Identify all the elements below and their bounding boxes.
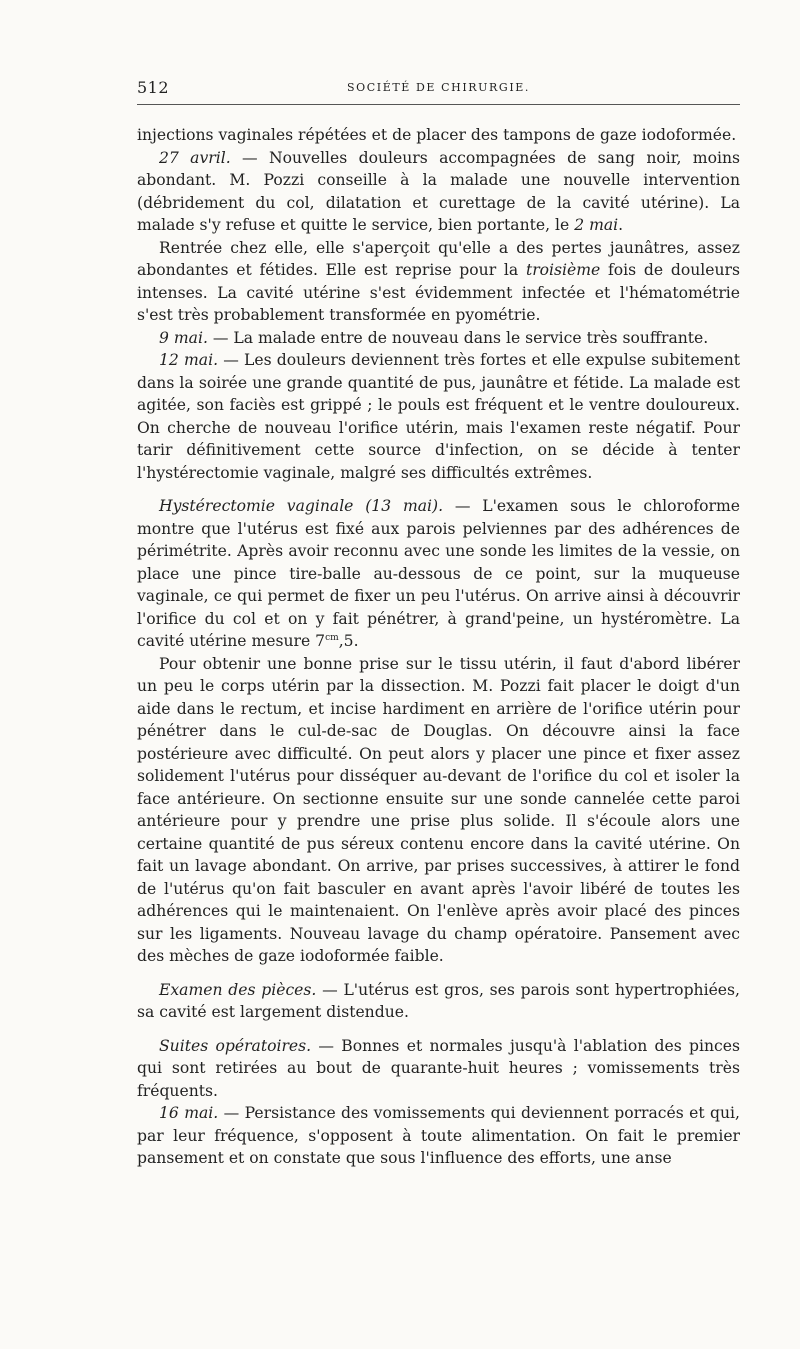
document-page [137, 0, 740, 1349]
unit-superscript: cm [325, 633, 339, 643]
section-lead: Examen des pièces. [159, 980, 317, 999]
body-text [137, 124, 740, 1170]
paragraph-examen-pieces: Examen des pièces. — L'utérus est gros, ses parois sont hypertrophiées, sa cavité est largement distendue. [137, 980, 740, 1021]
page-number: 512 [137, 78, 170, 97]
date-lead: 27 avril. [159, 148, 231, 167]
paragraph-suites-operatoires: Suites opératoires. — Bonnes et normales jusqu'à l'ablation des pinces qui sont retirées au bout de quarante-huit heures ; vomissements très fréquents. [137, 1036, 740, 1100]
section-lead: Suites opératoires. [159, 1036, 312, 1055]
date-lead: 16 mai. [159, 1104, 219, 1122]
paragraph-pour-obtenir: Pour obtenir une bonne prise sur le tissu utérin, il faut d'abord libérer un peu le corps utérin par la dissection. M. Pozzi fait placer le doigt d'un aide dans le rectum, et incise hardiment en arrière de l'orifice utérin pour pénétrer dans le cul-de-sac de Douglas. On découvre ainsi la face postérieure avec difficulté. On peut alors y placer une pince et fixer assez solidement l'utérus pour disséquer au-devant de l'orifice du col et isoler la face antérieure. On sectionne ensuite sur une sonde cannelée cette paroi antérieure pour y prendre une prise plus solide. Il s'écoule alors une certaine quantité de pus séreux contenu encore dans la cavité utérine. On fait un lavage abondant. On arrive, par prises successives, à attirer le fond de l'utérus qu'on fait basculer en avant après l'avoir libéré de toutes les adhérences qui le maintenaient. On l'enlève après avoir placé des pinces sur les ligaments. Nouveau lavage du champ opératoire. Pansement avec des mèches de gaze iodoformée faible. [137, 654, 740, 965]
paragraph-12-mai: 12 mai. — Les douleurs deviennent très fortes et elle expulse subitement dans la soirée une grande quantité de pus, jaunâtre et fétide. La malade est agitée, son faciès est grippé ; le pouls est fréquent et le ventre douloureux. On cherche de nouveau l'orifice utérin, mais l'examen reste négatif. Pour tarir définitivement cette source d'infection, on se décide à tenter l'hystérectomie vaginale, malgré ses difficultés extrêmes. [137, 351, 741, 482]
page-header [137, 78, 740, 105]
date-inline: 2 mai [574, 216, 619, 234]
date-lead: 12 mai. [159, 351, 219, 369]
paragraph-rentree: Rentrée chez elle, elle s'aperçoit qu'elle a des pertes jaunâtres, assez abondantes et fétides. Elle est reprise pour la troisième fois de douleurs intenses. La cavité utérine s'est évidemment infectée et l'hématométrie s'est très probablement transformée en pyométrie. [137, 238, 740, 324]
running-head: SOCIÉTÉ DE CHIRURGIE. [346, 81, 530, 94]
paragraph-27-avril: 27 avril. — Nouvelles douleurs accompagnées de sang noir, moins abondant. M. Pozzi conseille à la malade une nouvelle intervention (débridement du col, dilatation et curettage de la cavité utérine). La malade s'y refuse et quitte le service, bien portante, le 2 mai. [137, 148, 740, 234]
section-lead: Hystérectomie vaginale (13 mai). [159, 497, 444, 515]
emphasis-troisieme: troisième [525, 261, 601, 279]
paragraph-9-mai: 9 mai. — La malade entre de nouveau dans le service très souffrante. [159, 328, 709, 347]
paragraph-hysterectomie: Hystérectomie vaginale (13 mai). — L'examen sous le chloroforme montre que l'utérus est fixé aux parois pelviennes par des adhérences de périmétrite. Après avoir reconnu avec une sonde les limites de la vessie, on place une pince tire-balle au-dessous de ce point, sur la muqueuse vaginale, ce qui permet de fixer un peu l'utérus. On arrive ainsi à découvrir l'orifice du col et on y fait pénétrer, à grand'peine, un hystéromètre. La cavité utérine mesure $7^{cm},5$. [137, 497, 740, 650]
paragraph-continuation: injections vaginales répétées et de placer des tampons de gaze iodoformée. [137, 126, 737, 144]
paragraph-16-mai: 16 mai. — Persistance des vomissements qui deviennent porracés et qui, par leur fréquence, s'opposent à toute alimentation. On fait le premier pansement et on constate que sous l'influence des efforts, une anse [137, 1104, 740, 1167]
date-lead: 9 mai. [159, 328, 208, 347]
